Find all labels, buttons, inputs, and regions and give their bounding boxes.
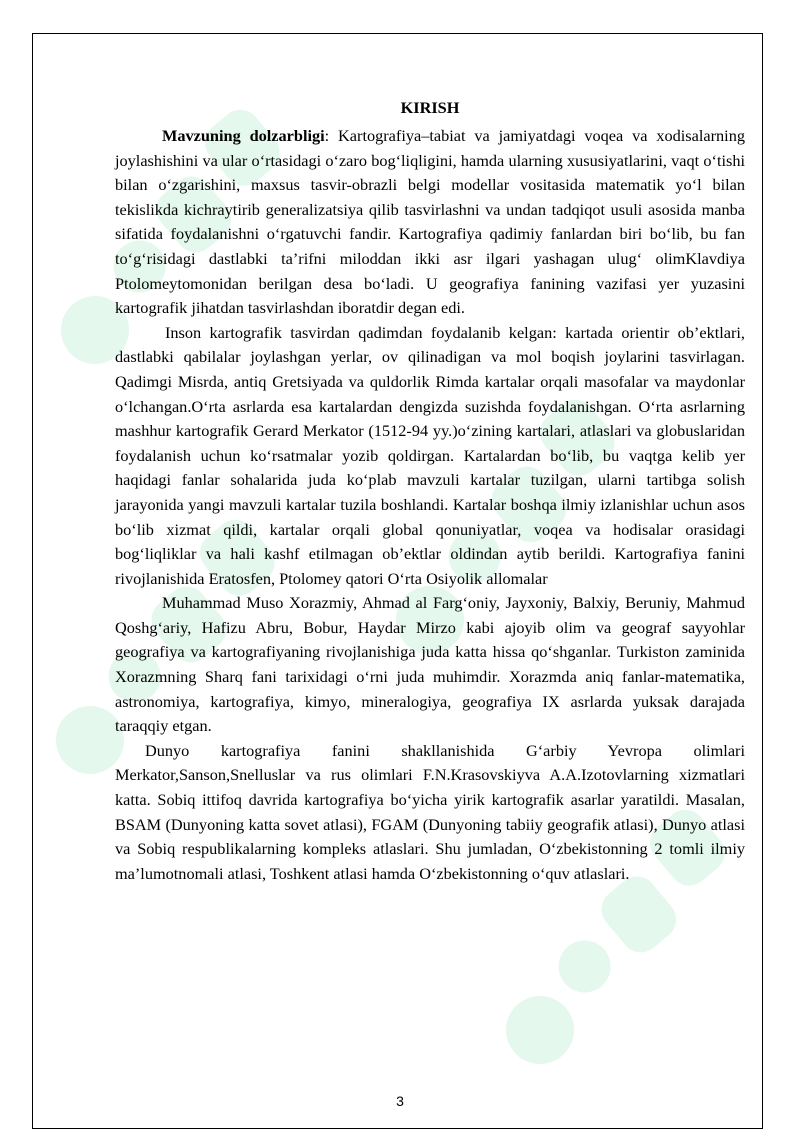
paragraph-text: : Kartografiya–tabiat va jamiyatdagi voqea va xodisalarning joylashishini va ular o‘rtasidagi o‘zaro bog‘liqligini, hamda ularning xususiyatlarini, vaqt o‘tishi bilan o‘zgarishini, maxsus tasvir-obrazli belgi modellar vositasida matematik yo‘l bilan tekislikda kichraytirib generalizatsiya qilib tasvirlashni va undan tadqiqot usuli asosida manba sifatida foydalanishni o‘rgatuvchi fandir. Kartografiya qadimiy fanlardan biri bo‘lib, bu fan to‘g‘risidagi dastlabki ta’rifni miloddan ikki asr ilgari yashagan ulug‘ olimKlavdiya Ptolomeytomonidan berilgan desa bo‘ladi. U geografiya fanining vazifasi yer yuzasini kartografik jihatdan tasvirlashdan iboratdir degan edi.: [115, 126, 745, 318]
page-title: KIRISH: [400, 98, 460, 117]
paragraph-scholars: Muhammad Muso Xorazmiy, Ahmad al Farg‘oniy, Jayxoniy, Balxiy, Beruniy, Mahmud Qoshg‘ariy, Hafizu Abru, Bobur, Haydar Mirzo kabi ajoyib olim va geograf sayyohlar geografiya va kartografiyaning rivojlanishiga juda katta hissa qo‘shganlar. Turkiston zaminida Xorazmning Sharq fani tarixidagi o‘rni juda muhimdir. Xorazmda aniq fanlar-matematika, astronomiya, kartografiya, kimyo, mineralogiya, geografiya IX asrlarda yuksak darajada taraqqiy etgan.: [115, 593, 745, 736]
paragraph-world-cartography: Dunyo kartografiya fanini shakllanishida G‘arbiy Yevropa olimlari Merkator,Sanson,Snelluslar va rus olimlari F.N.Krasovskiyva A.A.Izotovlarning xizmatlari katta. Sobiq ittifoq davrida kartografiya bo‘yicha yirik kartografik asarlar yaratildi. Masalan, BSAM (Dunyoning katta sovet atlasi), FGAM (Dunyoning tabiiy geografik atlasi), Dunyo atlasi va Sobiq respublikalarning kompleks atlaslari. Shu jumladan, O‘zbekistonning 2 tomli ilmiy ma’lumotnomali atlasi, Toshkent atlasi hamda O‘zbekistonning o‘quv atlaslari.: [115, 740, 745, 883]
paragraph-lead-bold: Mavzuning dolzarbligi: [162, 126, 325, 145]
paragraph-relevance: [115, 124, 745, 321]
page-number: 3: [396, 1093, 404, 1109]
paragraph-history: Inson kartografik tasvirdan qadimdan foydalanib kelgan: kartada orientir ob’ektlari, dastlabki qabilalar joylashgan yerlar, ov qilinadigan va mol boqish joylarini tasvirlagan. Qadimgi Misrda, antiq Gretsiyada va quldorlik Rimda kartalar orqali masofalar va maydonlar o‘lchangan.O‘rta asrlarda esa kartalardan dengizda suzishda foydalanishgan. O‘rta asrlarning mashhur kartografik Gerard Merkator (1512-94 yy.)o‘zining kartalari, atlaslari va globuslaridan foydalanish uchun ko‘rsatmalar yozib qoldirgan. Kartalardan bo‘lib, bu vaqtga kelib yer haqidagi fanlar sohalarida juda ko‘plab mavzuli kartalar tuzilgan, ularni tartibga solish jarayonida yangi mavzuli kartalar tuzila boshlandi. Kartalar boshqa ilmiy izlanishlar uchun asos bo‘lib xizmat qildi, kartalar orqali global qonuniyatlar, voqea va hodisalar orasidagi bog‘liqliklar va hali kashf etilmagan ob’ektlar oldindan aytib berildi. Kartografiya fanini rivojlanishida Eratosfen, Ptolomey qatori O‘rta Osiyolik allomalar: [115, 322, 745, 588]
document-body: [115, 96, 745, 886]
